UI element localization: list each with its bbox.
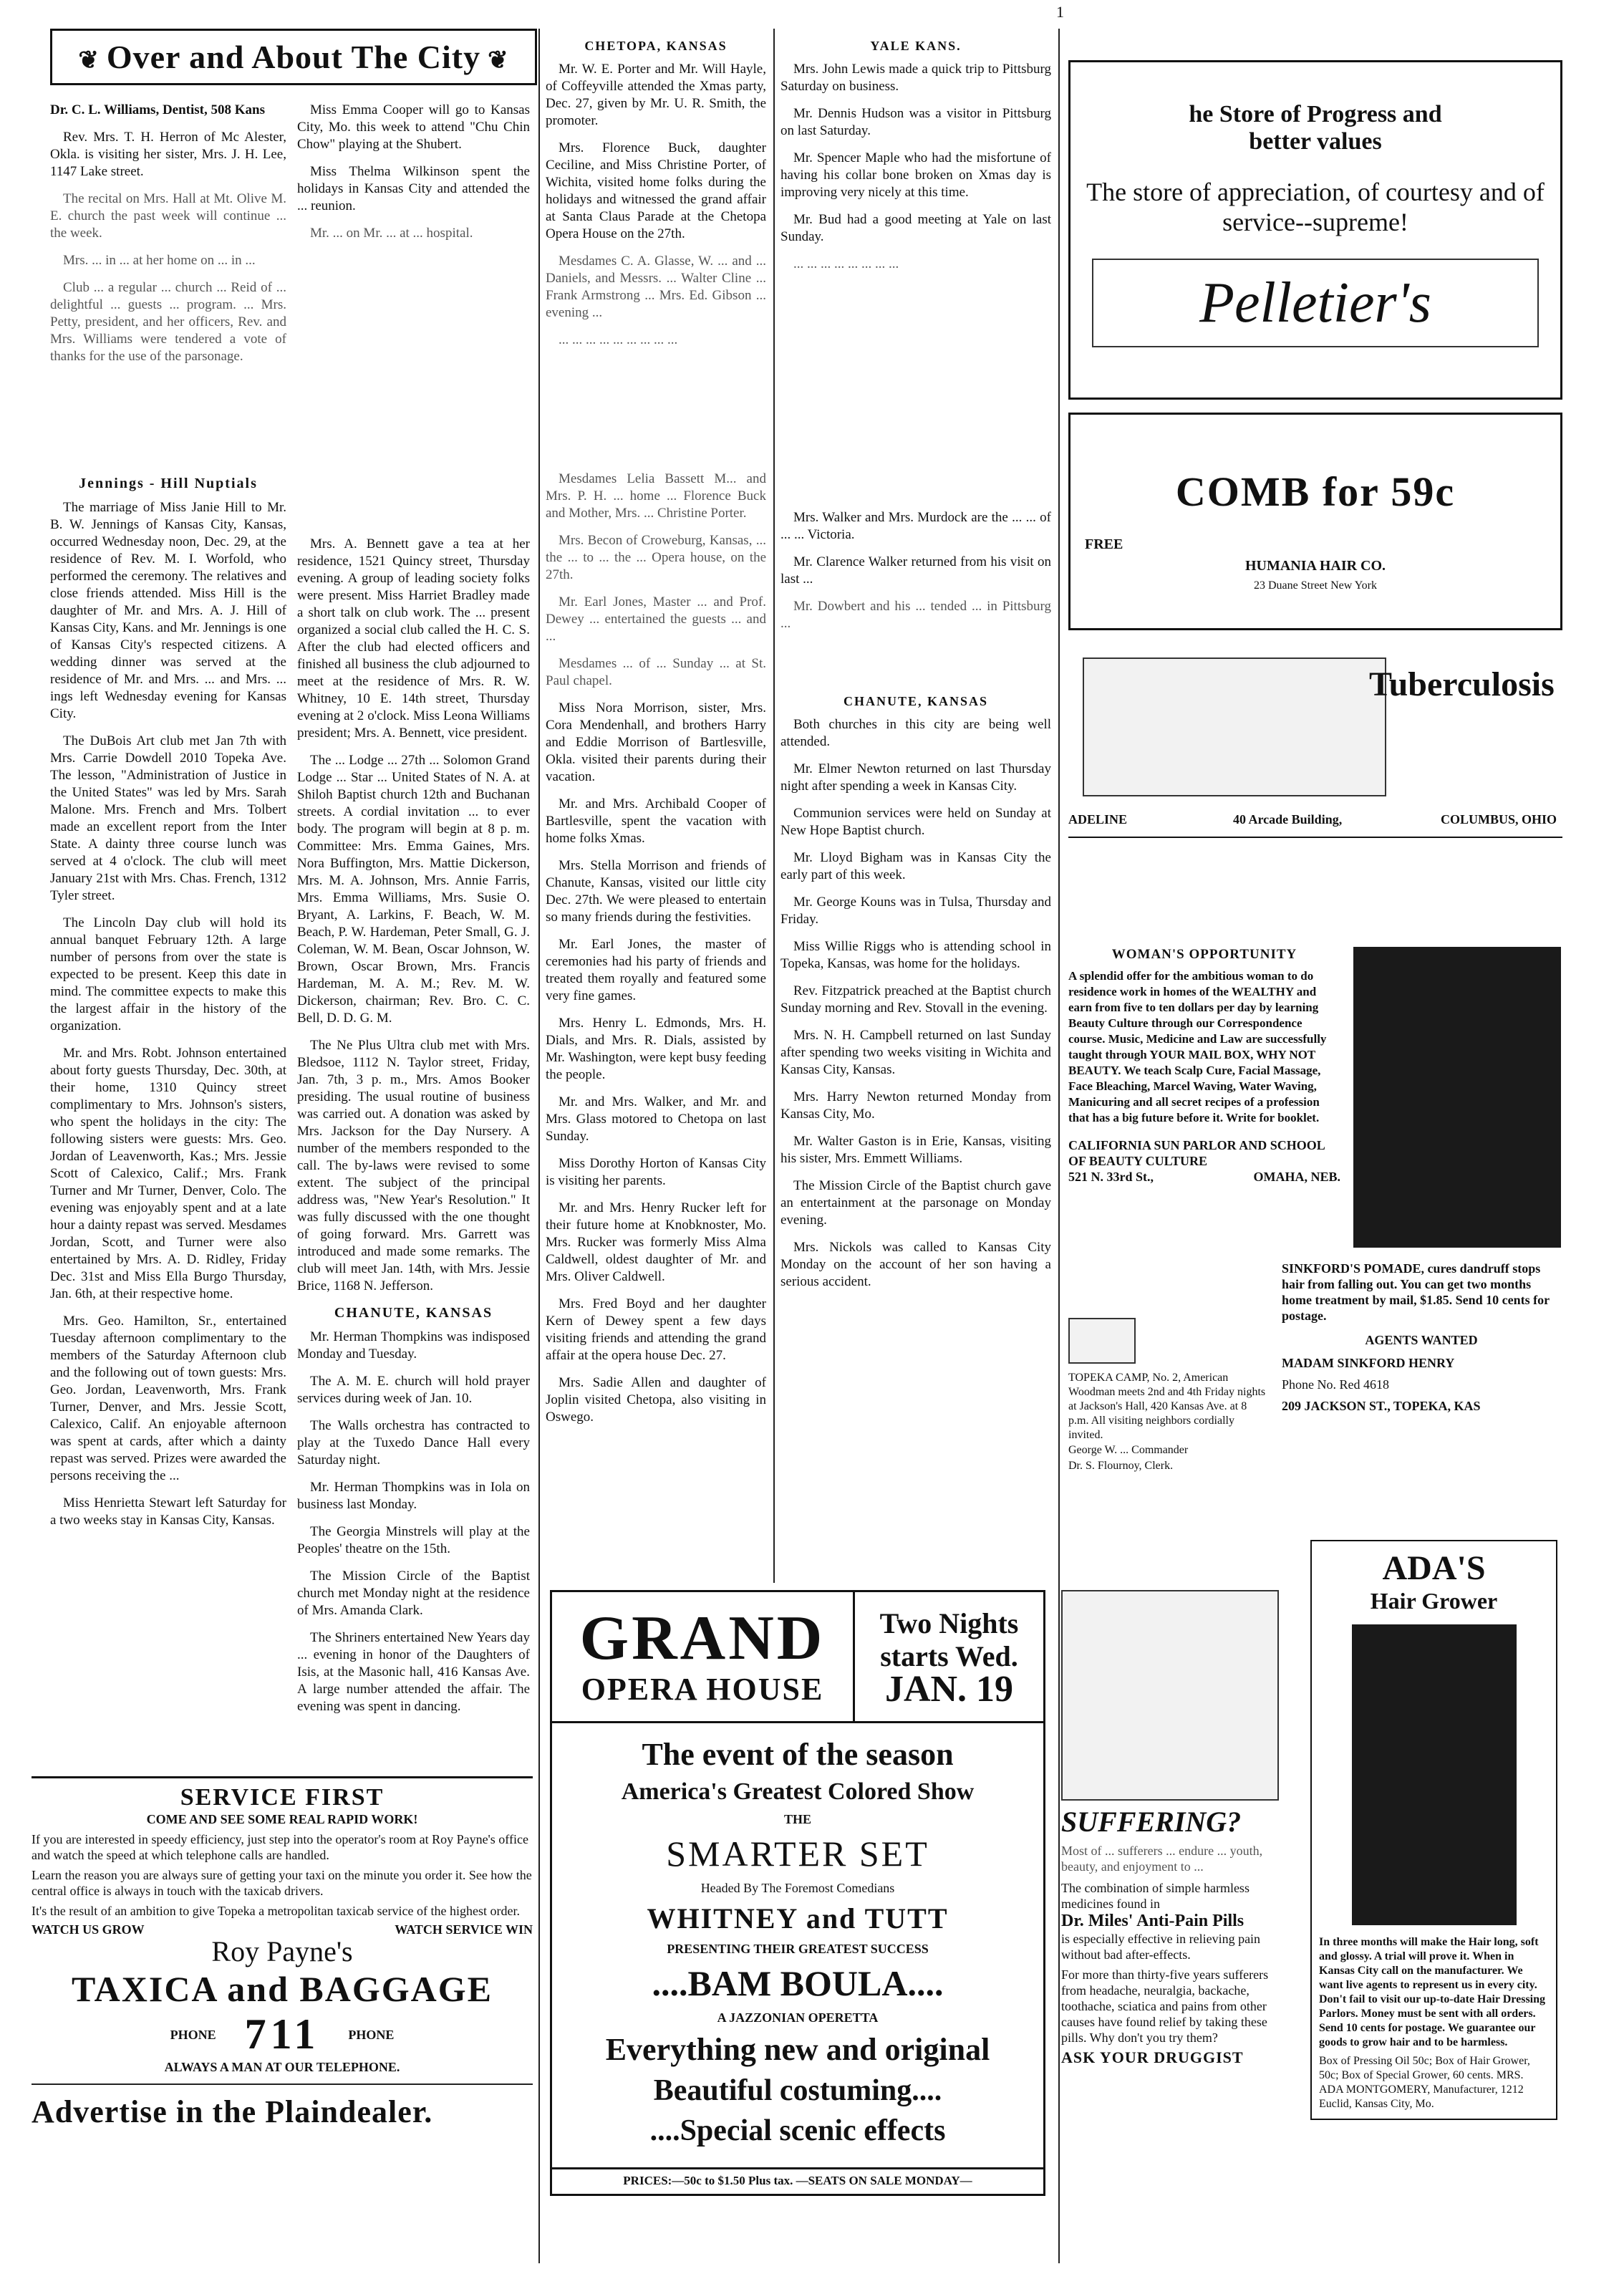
article: Mr. Herman Thompkins was indisposed Monday and Tuesday. <box>297 1329 530 1362</box>
article: Mr. and Mrs. Henry Rucker left for their future home at Knobknoster, Mo. Mrs. Rucker was formerly Miss Alma Caldwell, oldest daughter of Mr. and Mrs. Oliver Caldwell. <box>546 1200 766 1284</box>
camp-text: TOPEKA CAMP, No. 2, American Woodman meets 2nd and 4th Friday nights at Jackson's Hall, 420 Kansas Ave. at 8 p.m. All visiting neighbors cordially invited. <box>1068 1372 1266 1441</box>
woman-text: A splendid offer for the ambitious woman to do residence work in homes of the WEALTHY and earn from five to ten dollars per day by learning Beauty Culture through our Correspondence course. Music, Medicine and Law are successfully taught through YOUR MAIL BOX, WHY NOT BEAUTY. We teach Scalp Cure, Facial Massage, Face Bleaching, Marcel Waving, Water Waving, Manicuring and all secret recipes of a profession that has a big future before it. Write for booklet. <box>1068 969 1327 1124</box>
store-sub: The store of appreciation, of courtesy and of service--supreme! <box>1086 178 1545 236</box>
phone-label: PHONE <box>348 2027 395 2042</box>
phone-label: PHONE <box>170 2027 216 2042</box>
article: Mrs. Becon of Croweburg, Kansas, ... the ... to ... the ... Opera house, on the 27th. <box>546 533 766 582</box>
dentist-line: Dr. C. L. Williams, Dentist, 508 Kans <box>50 102 265 117</box>
opera-date: JAN. 19 <box>884 1669 1014 1710</box>
column-rule <box>538 29 540 2263</box>
ada-portrait-image <box>1352 1624 1517 1925</box>
woman-head: WOMAN'S OPPORTUNITY <box>1111 947 1297 962</box>
humania-name: HUMANIA HAIR CO. <box>1244 558 1386 574</box>
opera-whitney: WHITNEY and TUTT <box>647 1902 949 1935</box>
article: Mr. Earl Jones, the master of ceremonies had his party of friends and treated them royally and featured some very fine games. <box>546 937 766 1003</box>
divider <box>32 2083 533 2085</box>
article: Mr. Dowbert and his ... tended ... in Pittsburg ... <box>780 599 1051 631</box>
article: Mesdames ... of ... Sunday ... at St. Paul chapel. <box>546 656 766 688</box>
article: Mr. Earl Jones, Master ... and Prof. Dewey ... entertained the guests ... and ... <box>546 594 766 644</box>
payne-name: Roy Payne's <box>211 1935 353 1967</box>
opera-header <box>552 1592 1043 1723</box>
phone-row <box>32 2010 533 2059</box>
article: Mrs. Stella Morrison and friends of Chanute, Kansas, visited our little city Dec. 27th. We were pleased to entertain so many friends during the festivities. <box>546 858 766 925</box>
article: Miss Thelma Wilkinson spent the holidays in Kansas City and attended the ... reunion. <box>297 164 530 213</box>
miles-text: Most of ... sufferers ... endure ... youth, beauty, and enjoyment to ... <box>1061 1844 1263 1874</box>
article: Club ... a regular ... church ... Reid of ... delightful ... guests ... program. ... Mrs. Petty, president, and her officers, Rev. and Mrs. Williams were tendered a vote of thanks for the use of the parsonage. <box>50 280 286 364</box>
always-line: ALWAYS A MAN AT OUR TELEPHONE. <box>164 2060 400 2074</box>
opera-two-nights: Two Nights <box>879 1607 1019 1639</box>
california-addr: 521 N. 33rd St., <box>1068 1170 1154 1184</box>
section-heading: YALE KANS. <box>870 39 962 53</box>
article: Mrs. Nickols was called to Kansas City Monday on the account of her son having a serious accident. <box>780 1240 1051 1289</box>
ornament-icon: ❦ <box>78 47 100 74</box>
service-first-ad <box>32 1776 533 2130</box>
phone-number: 711 <box>244 2010 320 2058</box>
topeka-camp-notice <box>1068 1318 1269 1474</box>
ada-sub: Hair Grower <box>1370 1588 1498 1614</box>
article: The marriage of Miss Janie Hill to Mr. B. W. Jennings of Kansas City, Kansas, occurred Wednesday noon, Dec. 29, at the residence of Rev. M. I. Worfold, who performed the ceremony. The relatives and close friends attended. Miss Hill is the daughter of Mr. and Mrs. A. J. Hill of Kansas City, Kans. and Mr. Jennings is one of Kansas City's respected citizens. A wedding dinner was served at the residence of Mr. and Mrs. ... and Mrs. ... ings left Wednesday evening for Kansas City. <box>50 500 286 721</box>
camp-sig: George W. ... Commander <box>1068 1444 1189 1456</box>
article: Mrs. Sadie Allen and daughter of Joplin visited Chetopa, also visiting in Oswego. <box>546 1375 766 1425</box>
masthead <box>50 29 537 85</box>
article: Rev. Mrs. T. H. Herron of Mc Alester, Okla. is visiting her sister, Mrs. J. H. Lee, 1147 Lake street. <box>50 130 286 179</box>
article: Mr. Lloyd Bigham was in Kansas City the early part of this week. <box>780 850 1051 882</box>
miles-text: For more than thirty-five years sufferers from headache, neuralgia, backache, toothache, sciatica and pains from other causes have found relief by taking these pills. Why don't you try them? <box>1061 1967 1269 2045</box>
article: The ... Lodge ... 27th ... Solomon Grand Lodge ... Star ... United States of N. A. at Shiloh Baptist church 12th and Buchanan streets. A cordial invitation ... to ever body. The program will begin at 8 p. m. Committee: Mrs. Emma Gaines, Mrs. Nora Buffington, Mrs. Mattie Dickerson, Mrs. M. A. Johnson, Mrs. Annie Farris, Mrs. Emma Williams, Mrs. Susie O. Bryant, A. Larkins, F. Beach, W. M. Beach, P. W. Hardeman, Peter Small, G. J. Coleman, W. M. Bean, Oscar Johnson, W. Brown, Oscar Brown, Mrs. Francis Hardeman, M. A. M.; Rev. M. W. Dickerson, chairman; Rev. Bro. C. C. Bell, D. D. G. M. <box>297 753 530 1026</box>
opera-grand: GRAND <box>579 1603 826 1673</box>
column-rule <box>773 29 775 1583</box>
article: The Walls orchestra has contracted to play at the Tuxedo Dance Hall every Saturday night. <box>297 1418 530 1468</box>
service-first-text: If you are interested in speedy efficiency, just step into the operator's room at Roy Payne's office and watch the speed at which telephone calls are handled. <box>32 1832 528 1862</box>
article: Mr. W. E. Porter and Mr. Will Hayle, of Coffeyville attended the Xmas party, Dec. 27, given by Mr. U. R. Smith, the promoter. <box>546 62 766 128</box>
article: Mr. George Kouns was in Tulsa, Thursday and Friday. <box>780 895 1051 927</box>
tb-addr-left: ADELINE <box>1068 812 1128 827</box>
tuberculosis-ad <box>1068 643 1562 838</box>
article: Mrs. Fred Boyd and her daughter Kern of Dewey spent a few days visiting friends and attending the grand affair at the opera house Dec. 27. <box>546 1296 766 1363</box>
service-first-title: SERVICE FIRST <box>180 1784 385 1811</box>
article: Mesdames C. A. Glasse, W. ... and ... Daniels, and Messrs. ... Walter Cline ... Frank Armstrong ... Mrs. Ed. Gibson ... evening ... <box>546 254 766 320</box>
opera-everything: Everything new and original <box>605 2032 990 2067</box>
opera-headed: Headed By The Foremost Comedians <box>700 1881 895 1895</box>
opera-beautiful: Beautiful costuming.... <box>653 2074 942 2107</box>
california-addr-row <box>1068 1169 1340 1185</box>
comb-free: FREE <box>1085 536 1123 552</box>
camp-emblem-image <box>1068 1318 1136 1364</box>
column-1a <box>50 102 286 1539</box>
article: The A. M. E. church will hold prayer services during week of Jan. 10. <box>297 1374 530 1406</box>
ad-column <box>1068 60 1562 852</box>
article: Mr. Herman Thompkins was in Iola on business last Monday. <box>297 1480 530 1512</box>
grand-opera-ad <box>550 1590 1045 2196</box>
suffering-woman-image <box>1061 1590 1279 1801</box>
opera-presenting: PRESENTING THEIR GREATEST SUCCESS <box>667 1942 929 1956</box>
service-first-subtitle: COME AND SEE SOME REAL RAPID WORK! <box>146 1812 418 1826</box>
service-first-text: It's the result of an ambition to give Topeka a metropolitan taxicab service of the highest order. <box>32 1904 520 1918</box>
taxica-heading: TAXICA and BAGGAGE <box>72 1969 493 2009</box>
article: Mr. Walter Gaston is in Erie, Kansas, visiting his sister, Mrs. Emmett Williams. <box>780 1134 1051 1166</box>
column-4 <box>780 33 1051 1301</box>
sinkford-ad <box>1282 1261 1561 1414</box>
advertise-line: Advertise in the Plaindealer. <box>32 2094 433 2129</box>
article: The Mission Circle of the Baptist church met Monday night at the residence of Mrs. Amanda Clark. <box>297 1569 530 1618</box>
ornament-icon: ❦ <box>488 47 509 74</box>
store-logo: Pelletier's <box>1092 259 1539 347</box>
opera-special: ....Special scenic effects <box>649 2114 946 2147</box>
section-heading: Jennings - Hill Nuptials <box>79 476 258 491</box>
ada-hair-grower-ad <box>1310 1540 1557 2120</box>
humania-addr: 23 Duane Street New York <box>1254 579 1377 592</box>
column-1 <box>50 29 509 92</box>
article: Mrs. Florence Buck, daughter Ceciline, and Miss Christine Porter, of Wichita, visited home folks during the holidays and witnessed the grand affair at Santa Claus Parade at the Chetopa Opera House on the 27th. <box>546 140 766 241</box>
article: The recital on Mrs. Hall at Mt. Olive M. E. church the past week will continue ... the week. <box>50 191 286 241</box>
column-2 <box>297 102 530 1725</box>
article: The Shriners entertained New Years day ... evening in honor of the Daughters of Isis, at the Masonic hall, 416 Kansas Ave. A large number attended the affair. The evening was spent in dancing. <box>297 1630 530 1714</box>
article: Mr. Elmer Newton returned on last Thursday night after spending a week in Kansas City. <box>780 761 1051 794</box>
slogan-left: WATCH US GROW <box>32 1922 145 1937</box>
article: Mr. Bud had a good meeting at Yale on last Sunday. <box>780 212 1051 244</box>
comb-text: COMB for 59c <box>1175 468 1456 515</box>
column-3 <box>546 33 766 1436</box>
opera-jazzonian: A JAZZONIAN OPERETTA <box>717 2010 879 2025</box>
ada-title: ADA'S <box>1382 1549 1486 1587</box>
miles-brand: Dr. Miles' Anti-Pain Pills <box>1061 1912 1244 1930</box>
article: Mrs. A. Bennett gave a tea at her residence, 1521 Quincy street, Thursday evening. A group of leading society folks were present. Miss Harriet Bradley made a short talk on club work. The ... present organized a social club called the H. C. S. After the club had elected officers and finished all business the club adjourned to meet at the residence of Mrs. R. W. Whitney, 10 E. 14th street, Thursday evening at 2 o'clock. Miss Leona Williams president; Mrs. A. Bennett, vice president. <box>297 536 530 741</box>
article: Mrs. N. H. Campbell returned on last Sunday after spending two weeks visiting in Wichita and Kansas City, Kansas. <box>780 1028 1051 1077</box>
article: ... ... ... ... ... ... ... ... <box>793 256 899 271</box>
california-city: OMAHA, NEB. <box>1253 1170 1340 1184</box>
article: Mrs. ... in ... at her home on ... in ... <box>63 253 256 268</box>
madam-phone: Phone No. Red 4618 <box>1282 1377 1389 1392</box>
article: Mr. and Mrs. Archibald Cooper of Bartlesville, spent the vacation with home folks Xmas. <box>546 796 766 846</box>
article: Mrs. Henry L. Edmonds, Mrs. H. Dials, and Mrs. R. Dials, assisted by Mr. Washington, were kept busy feeding the people. <box>546 1016 766 1082</box>
opera-smarter: SMARTER SET <box>666 1834 929 1874</box>
article: The Lincoln Day club will hold its annual banquet February 12th. A large number of persons from over the state is expected to be present. Keep this date in mind. The committee expects to make this the largest affair in the history of the organization. <box>50 915 286 1034</box>
article: Miss Nora Morrison, sister, Mrs. Cora Mendenhall, and brothers Harry and Eddie Morrison of Bartlesville, Okla. visited their parents during their vacation. <box>546 700 766 784</box>
sinkford-portrait-image <box>1353 947 1561 1248</box>
column-rule <box>1058 29 1060 2263</box>
opera-prices: PRICES:—50c to $1.50 Plus tax. —SEATS ON SALE MONDAY— <box>552 2167 1043 2188</box>
article: Mrs. Harry Newton returned Monday from Kansas City, Mo. <box>780 1089 1051 1122</box>
article: ... ... ... ... ... ... ... ... ... <box>559 332 678 347</box>
humania-comb-ad <box>1068 413 1562 630</box>
miles-text: The combination of simple harmless medicines found in <box>1061 1881 1250 1911</box>
ada-text: Box of Pressing Oil 50c; Box of Hair Grower, 50c; Box of Special Grower, 60 cents. MRS. ADA MONTGOMERY, Manufacturer, 1212 Euclid, Kansas City, Mo. <box>1319 2055 1530 2110</box>
top-fragment: 1 <box>1056 3 1064 21</box>
suffering-heading: SUFFERING? <box>1061 1806 1242 1838</box>
opera-house-label: OPERA HOUSE <box>581 1671 824 1707</box>
tb-title: Tuberculosis <box>1369 665 1555 703</box>
article: Rev. Fitzpatrick preached at the Baptist church Sunday morning and Rev. Stovall in the evening. <box>780 983 1051 1016</box>
article: The Ne Plus Ultra club met with Mrs. Bledsoe, 1112 N. Taylor street, Friday, Jan. 7th, 3 p. m., Mrs. Amos Booker presiding. The usual routine of business was carried out. A donation was asked by Mrs. Jackson for the Day Nursery. A number of the members responded to the call. The by-laws were revised to some extent. The subject of the principal address was, "New Year's Resolution." It was fully discussed with the one thought of going forward. Mrs. Garrett was introduced and made some remarks. The club will meet Jan. 14th, with Mrs. Jessie Brice, 1168 N. Jefferson. <box>297 1038 530 1294</box>
article: Mesdames Lelia Bassett M... and Mrs. P. H. ... home ... Florence Buck and Mother, Mrs. ... Christine Porter. <box>546 471 766 521</box>
section-heading: CHANUTE, KANSAS <box>843 694 989 708</box>
opera-event: The event of the season <box>642 1737 954 1772</box>
article: Mr. Spencer Maple who had the misfortune of having his collar bone broken on Xmas day is improving very nicely at this time. <box>780 150 1051 200</box>
opera-the: THE <box>783 1812 811 1826</box>
opera-name-block <box>552 1592 855 1721</box>
article: Both churches in this city are being well attended. <box>780 717 1051 749</box>
article: Miss Henrietta Stewart left Saturday for a two weeks stay in Kansas City, Kansas. <box>50 1495 286 1528</box>
miles-text: is especially effective in relieving pain without bad after-effects. <box>1061 1932 1261 1962</box>
store-title: he Store of Progress and better values <box>1189 101 1442 155</box>
store-ad <box>1068 60 1562 400</box>
article: Miss Willie Riggs who is attending school in Topeka, Kansas, was home for the holidays. <box>780 939 1051 971</box>
opera-starts: starts Wed. <box>880 1640 1018 1672</box>
article: Communion services were held on Sunday at New Hope Baptist church. <box>780 806 1051 838</box>
madam-name: MADAM SINKFORD HENRY <box>1282 1356 1455 1370</box>
service-first-text: Learn the reason you are always sure of getting your taxi on the minute you order it. See how the central office is always in touch with the taxicab drivers. <box>32 1868 532 1898</box>
miles-ask: ASK YOUR DRUGGIST <box>1061 2048 1244 2066</box>
opera-bam: ....BAM BOULA.... <box>652 1963 944 2003</box>
california-name: CALIFORNIA SUN PARLOR AND SCHOOL OF BEAUTY CULTURE <box>1068 1138 1325 1168</box>
section-heading: CHETOPA, KANSAS <box>584 39 728 53</box>
tb-sketch-image <box>1083 657 1386 796</box>
tb-addr-mid: 40 Arcade Building, <box>1233 812 1343 827</box>
article: Mr. ... on Mr. ... at ... hospital. <box>310 226 473 241</box>
opera-america: America's Greatest Colored Show <box>621 1778 975 1805</box>
article: The Georgia Minstrels will play at the Peoples' theatre on the 15th. <box>297 1524 530 1556</box>
masthead-title: Over and About The City <box>106 39 481 75</box>
tb-addr-right: COLUMBUS, OHIO <box>1441 812 1557 827</box>
sinkford-text: SINKFORD'S POMADE, cures dandruff stops hair from falling out. You can get two months home treatment by mail, $1.85. Send 10 cents for postage. <box>1282 1261 1550 1323</box>
dr-miles-ad <box>1061 1590 1283 2067</box>
article: The Mission Circle of the Baptist church gave an entertainment at the parsonage on Monday evening. <box>780 1178 1051 1228</box>
madam-addr: 209 JACKSON ST., TOPEKA, KAS <box>1282 1399 1481 1413</box>
article: Mr. Dennis Hudson was a visitor in Pittsburg on last Saturday. <box>780 106 1051 138</box>
article: Miss Dorothy Horton of Kansas City is visiting her parents. <box>546 1156 766 1188</box>
article: Mr. and Mrs. Robt. Johnson entertained about forty guests Thursday, Dec. 30th, at their home, 1310 Quincy street complimentary to Mrs. Johnson's sisters, who spent the holidays in the city: The following sisters were guests: Mrs. Geo. Jordan of Leavenworth, Kas.; Mrs. Jessie Scott of Calexico, Calif.; Mrs. Frank Turner and Mr Turner, Denver, Colo. The evening was enjoyably spent and at a late hour a dainty repast was served. Mesdames Jordan, Scott, and Turner were also entertained by Mrs. A. D. Ridley, Friday Dec. 31st and Miss Ella Burgo Thursday, Jan. 6th, at their respective home. <box>50 1046 286 1301</box>
ada-text: In three months will make the Hair long, soft and glossy. A trial will prove it. When in Kansas City call on the manufacturer. We want live agents to represent us in every city. Don't fail to visit our up-to-date Hair Dressing Parlors. Money must be sent with all orders. Send 10 cents for postage. We guarantee our goods to grow hair and to be harmless. <box>1319 1936 1546 2048</box>
article: Mr. Clarence Walker returned from his visit on last ... <box>780 554 1051 587</box>
article: Mr. and Mrs. Walker, and Mr. and Mrs. Glass motored to Chetopa on last Sunday. <box>546 1094 766 1144</box>
opera-dates-block <box>855 1592 1043 1721</box>
section-heading: CHANUTE, KANSAS <box>334 1305 493 1321</box>
article: Mrs. Geo. Hamilton, Sr., entertained Tuesday afternoon complimentary to the members of the Saturday Afternoon club and the following out of town guests: Mrs. Geo. Jordan, Leavenworth, Mrs. Frank Turner, Denver, and Mrs. Jessie Scott, Calexico, Calif. An enjoyable afternoon was spent at cards, after which a dainty repast was served. Prizes were awarded the persons receiving the ... <box>50 1314 286 1483</box>
article: Mrs. Walker and Mrs. Murdock are the ... ... of ... ... Victoria. <box>780 510 1051 542</box>
article: The DuBois Art club met Jan 7th with Mrs. Carrie Dowdell 2010 Topeka Ave. The lesson, "Administration of Justice in the United States" was led by Mrs. Sarah Malone. Mrs. French and Mrs. Tolbert made an excellent report from the Inter State. A dainty three course lunch was served at 4 o'clock. The club will meet January 21st with Mrs. Chas. French, 1312 Tyler street. <box>50 733 286 903</box>
article: Mrs. John Lewis made a quick trip to Pittsburg Saturday on business. <box>780 62 1051 94</box>
camp-sig: Dr. S. Flournoy, Clerk. <box>1068 1460 1174 1472</box>
slogan-right: WATCH SERVICE WIN <box>395 1922 533 1937</box>
womans-opportunity-ad <box>1068 947 1340 1185</box>
agents-wanted: AGENTS WANTED <box>1365 1333 1478 1347</box>
article: Miss Emma Cooper will go to Kansas City, Mo. this week to attend "Chu Chin Chow" playing at the Shubert. <box>297 102 530 152</box>
